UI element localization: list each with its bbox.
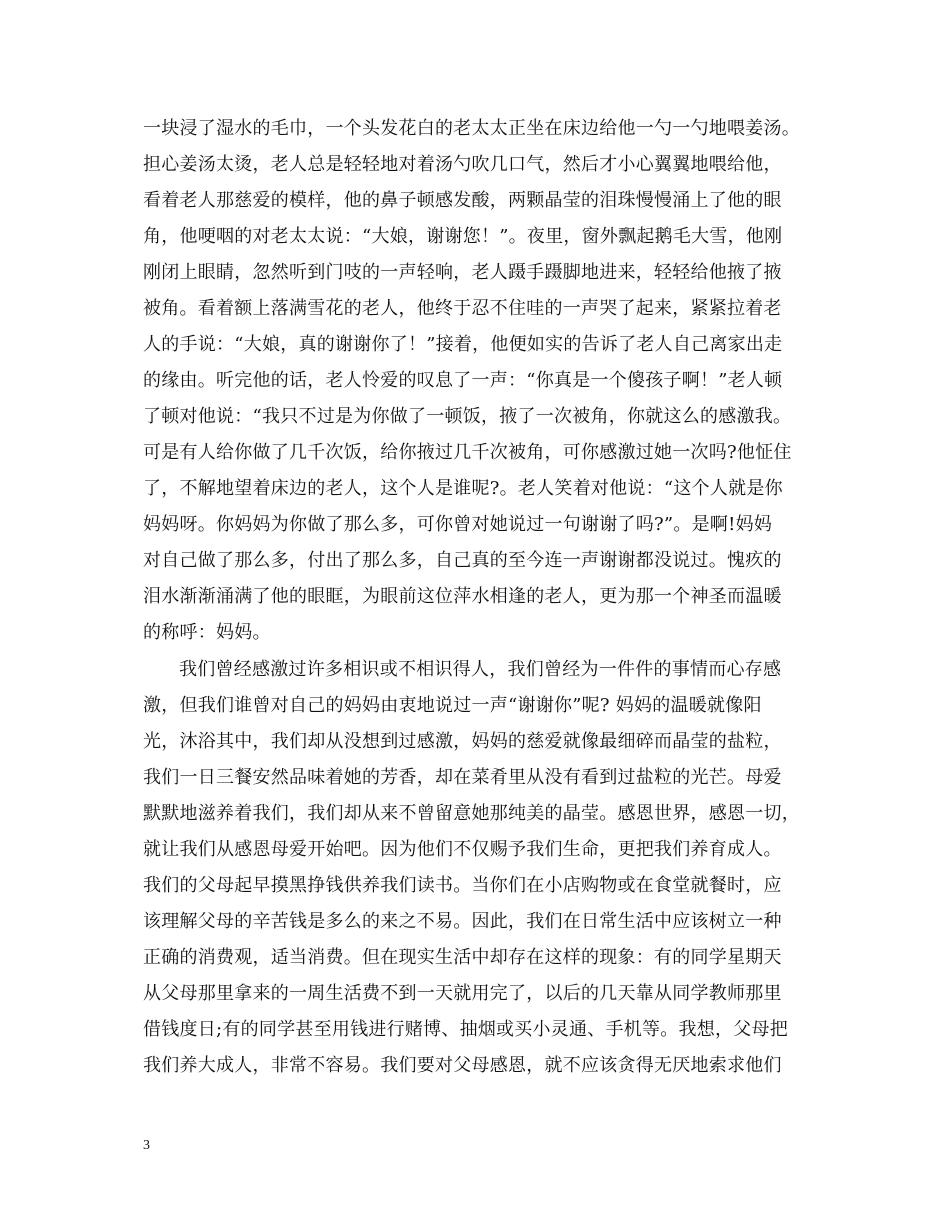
text-line: 刚闭上眼睛，忽然听到门吱的一声轻响，老人蹑手蹑脚地进来，轻轻给他掖了掖	[143, 262, 782, 283]
text-line: 角，他哽咽的对老太太说：“大娘，谢谢您！”。夜里，窗外飘起鹅毛大雪，他刚	[143, 226, 783, 247]
text-line: 泪水渐渐涌满了他的眼眶，为眼前这位萍水相逢的老人，更为那一个神圣而温暖	[143, 586, 782, 607]
text-line: 的缘由。听完他的话，老人怜爱的叹息了一声：“你真是一个傻孩子啊！”老人顿	[143, 370, 783, 391]
text-line: 对自己做了那么多，付出了那么多，自己真的至今连一声谢谢都没说过。愧疚的	[143, 550, 782, 571]
text-line: 被角。看着额上落满雪花的老人，他终于忍不住哇的一声哭了起来，紧紧拉着老	[143, 298, 782, 319]
text-line: 光，沐浴其中，我们却从没想到过感激，妈妈的慈爱就像最细碎而晶莹的盐粒，	[143, 731, 782, 752]
text-line: 我们养大成人，非常不容易。我们要对父母感恩，就不应该贪得无厌地索求他们	[143, 1055, 782, 1076]
text-line: 一块浸了湿水的毛巾，一个头发花白的老太太正坐在床边给他一勺一勺地喂姜汤。	[143, 118, 800, 139]
text-line: 我们一日三餐安然品味着她的芳香，却在菜肴里从没有看到过盐粒的光芒。母爱	[143, 767, 782, 788]
text-line: 看着老人那慈爱的模样，他的鼻子顿感发酸，两颗晶莹的泪珠慢慢涌上了他的眼	[143, 190, 782, 211]
text-line: 该理解父母的辛苦钱是多么的来之不易。因此，我们在日常生活中应该树立一种	[143, 911, 782, 932]
text-line: 就让我们从感恩母爱开始吧。因为他们不仅赐予我们生命，更把我们养育成人。	[143, 839, 782, 860]
text-line: 从父母那里拿来的一周生活费不到一天就用完了，以后的几天靠从同学教师那里	[143, 983, 782, 1004]
text-line: 借钱度日;有的同学甚至用钱进行赌博、抽烟或买小灵通、手机等。我想，父母把	[143, 1019, 789, 1040]
text-line: 了，不解地望着床边的老人，这个人是谁呢?。老人笑着对他说：“这个人就是你	[143, 478, 783, 499]
text-line: 的称呼：妈妈。	[143, 622, 271, 643]
text-line: 人的手说：“大娘，真的谢谢你了！”接着，他便如实的告诉了老人自己离家出走	[143, 334, 783, 355]
text-line: 妈妈呀。你妈妈为你做了那么多，可你曾对她说过一句谢谢了吗?”。是啊!妈妈	[143, 514, 773, 535]
text-line: 默默地滋养着我们，我们却从来不曾留意她那纯美的晶莹。感恩世界，感恩一切，	[143, 803, 800, 824]
text-line: 了顿对他说：“我只不过是为你做了一顿饭，掖了一次被角，你就这么的感激我。	[143, 406, 792, 427]
page-number: 3	[143, 1138, 150, 1153]
text-line: 激，但我们谁曾对自己的妈妈由衷地说过一声“谢谢你”呢? 妈妈的温暖就像阳	[143, 695, 762, 716]
text-line: 担心姜汤太烫，老人总是轻轻地对着汤勺吹几口气，然后才小心翼翼地喂给他，	[143, 154, 782, 175]
text-line: 正确的消费观，适当消费。但在现实生活中却存在这样的现象：有的同学星期天	[143, 947, 782, 968]
text-line: 可是有人给你做了几千次饭，给你掖过几千次被角，可你感激过她一次吗?他怔住	[143, 442, 792, 463]
text-line: 我们的父母起早摸黑挣钱供养我们读书。当你们在小店购物或在食堂就餐时，应	[143, 875, 782, 896]
paragraph-first-line: 我们曾经感激过许多相识或不相识得人，我们曾经为一件件的事情而心存感	[179, 659, 782, 680]
